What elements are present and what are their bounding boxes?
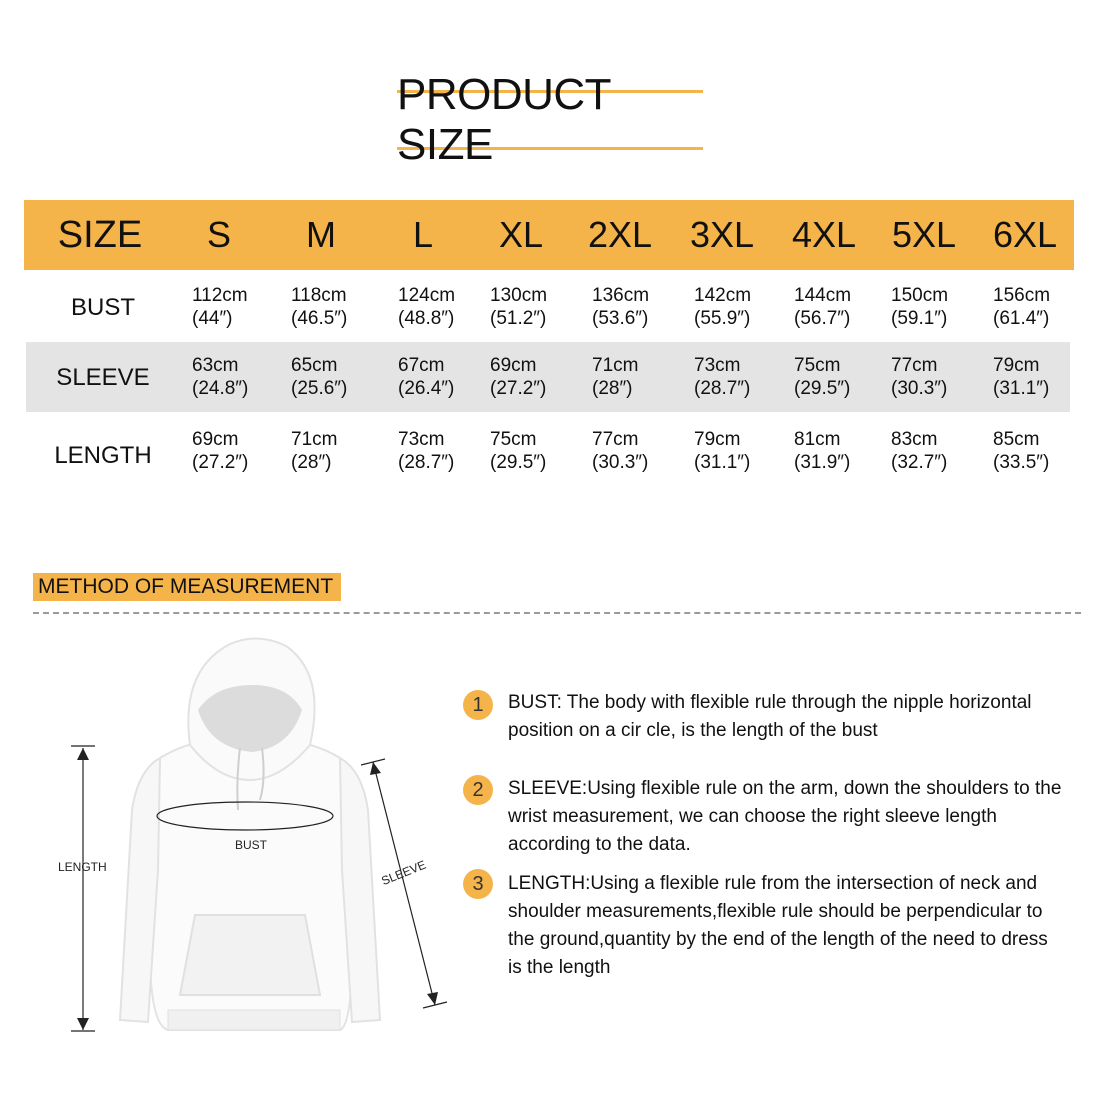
- cell-inch: (28.7″): [694, 378, 751, 399]
- size-column-header: SIZE: [57, 214, 143, 256]
- size-header-xl: XL: [498, 214, 544, 255]
- cell-inch: (24.8″): [192, 378, 249, 399]
- table-cell: [398, 428, 454, 474]
- cell-inch: (48.8″): [398, 308, 455, 329]
- cell-inch: (29.5″): [794, 378, 851, 399]
- table-cell: [291, 428, 337, 474]
- cell-cm: 73cm: [694, 355, 741, 376]
- cell-cm: 156cm: [993, 285, 1051, 306]
- step-1-line: position on a cir cle, is the length of the bust: [508, 720, 878, 741]
- step-3-line: LENGTH:Using a flexible rule from the intersection of neck and: [508, 873, 1038, 894]
- sleeve-arrow-bottom-head: [427, 992, 438, 1005]
- cell-cm: 118cm: [291, 285, 347, 306]
- cell-cm: 77cm: [592, 429, 639, 450]
- table-cell: [490, 354, 546, 400]
- row-label-length: LENGTH: [54, 442, 152, 469]
- cell-inch: (56.7″): [794, 308, 851, 329]
- step-2-badge: 2: [463, 775, 493, 805]
- method-label: METHOD OF MEASUREMENT: [33, 573, 341, 601]
- size-header-m: M: [306, 214, 336, 255]
- table-cell: [993, 354, 1049, 400]
- length-arrow-top-head: [77, 748, 89, 760]
- table-cell: [891, 354, 947, 400]
- cell-inch: (31.1″): [694, 452, 751, 473]
- table-cell: [794, 284, 851, 330]
- cell-inch: (25.6″): [291, 378, 348, 399]
- sleeve-arrow-top-head: [370, 762, 381, 775]
- table-cell: [490, 284, 547, 330]
- table-cell: [694, 354, 750, 400]
- cell-cm: 142cm: [694, 285, 752, 306]
- table-cell: [398, 284, 455, 330]
- cell-cm: 130cm: [490, 285, 548, 306]
- size-header-3xl: 3XL: [689, 214, 755, 255]
- size-table-header: [24, 200, 1074, 270]
- row-label-sleeve: SLEEVE: [56, 364, 150, 391]
- table-cell: [192, 354, 248, 400]
- step-2-line: according to the data.: [508, 834, 691, 855]
- cell-cm: 83cm: [891, 429, 938, 450]
- cell-inch: (59.1″): [891, 308, 948, 329]
- cell-cm: 144cm: [794, 285, 852, 306]
- cell-inch: (31.9″): [794, 452, 851, 473]
- cell-cm: 69cm: [192, 429, 239, 450]
- size-header-s: S: [206, 214, 232, 255]
- step-3-line: is the length: [508, 957, 611, 978]
- sleeve-label: SLEEVE: [379, 857, 428, 889]
- cell-cm: 71cm: [291, 429, 338, 450]
- table-cell: [993, 428, 1049, 474]
- cell-cm: 81cm: [794, 429, 841, 450]
- step-3-line: the ground,quantity by the end of the length of the need to dress: [508, 929, 1048, 950]
- table-cell: [592, 428, 648, 474]
- cell-inch: (32.7″): [891, 452, 948, 473]
- size-header-5xl: 5XL: [891, 214, 957, 255]
- hoodie-pocket: [180, 915, 320, 995]
- cell-cm: 150cm: [891, 285, 949, 306]
- cell-inch: (53.6″): [592, 308, 649, 329]
- size-header-l: L: [412, 214, 434, 255]
- cell-cm: 77cm: [891, 355, 938, 376]
- cell-inch: (28.7″): [398, 452, 455, 473]
- cell-inch: (44″): [192, 308, 233, 329]
- waistband: [168, 1010, 340, 1030]
- cell-inch: (30.3″): [891, 378, 948, 399]
- step-2-line: SLEEVE:Using flexible rule on the arm, down the shoulders to the: [508, 778, 1062, 799]
- table-cell: [192, 428, 248, 474]
- cell-inch: (28″): [592, 378, 633, 399]
- cell-inch: (27.2″): [192, 452, 249, 473]
- cell-cm: 65cm: [291, 355, 338, 376]
- table-cell: [291, 284, 347, 330]
- cell-cm: 85cm: [993, 429, 1040, 450]
- title-frame: [397, 70, 703, 169]
- cell-inch: (61.4″): [993, 308, 1050, 329]
- step-3-line: shoulder measurements,flexible rule should be perpendicular to: [508, 901, 1043, 922]
- page-title: PRODUCT SIZE: [397, 70, 611, 169]
- cell-inch: (46.5″): [291, 308, 348, 329]
- table-cell: [291, 354, 347, 400]
- cell-cm: 75cm: [490, 429, 537, 450]
- cell-inch: (31.1″): [993, 378, 1050, 399]
- table-cell: [694, 284, 751, 330]
- table-cell: [592, 354, 638, 400]
- cell-inch: (33.5″): [993, 452, 1050, 473]
- table-cell: [794, 428, 850, 474]
- cell-cm: 71cm: [592, 355, 639, 376]
- step-2-line: wrist measurement, we can choose the right sleeve length: [508, 806, 997, 827]
- cell-cm: 73cm: [398, 429, 445, 450]
- step-3-text: [508, 870, 1078, 982]
- cell-cm: 124cm: [398, 285, 456, 306]
- row-label-bust: BUST: [70, 294, 136, 321]
- length-arrow-bottom-head: [77, 1018, 89, 1030]
- step-1-text: [508, 689, 1078, 745]
- cell-cm: 63cm: [192, 355, 239, 376]
- bust-label: BUST: [235, 838, 268, 852]
- cell-cm: 67cm: [398, 355, 445, 376]
- step-2-text: [508, 775, 1078, 859]
- cell-cm: 112cm: [192, 285, 248, 306]
- size-header-2xl: 2XL: [587, 214, 653, 255]
- cell-inch: (30.3″): [592, 452, 649, 473]
- cell-inch: (55.9″): [694, 308, 751, 329]
- cell-cm: 75cm: [794, 355, 841, 376]
- table-cell: [891, 428, 947, 474]
- table-cell: [694, 428, 750, 474]
- dashed-divider: [33, 612, 1081, 614]
- table-cell: [490, 428, 546, 474]
- table-cell: [794, 354, 850, 400]
- step-1-badge: 1: [463, 690, 493, 720]
- table-cell: [592, 284, 649, 330]
- cell-inch: (27.2″): [490, 378, 547, 399]
- hoodie-diagram: [40, 630, 460, 1050]
- cell-cm: 79cm: [993, 355, 1040, 376]
- size-header-4xl: 4XL: [791, 214, 857, 255]
- table-cell: [398, 354, 454, 400]
- table-cell: [891, 284, 948, 330]
- cell-inch: (26.4″): [398, 378, 455, 399]
- length-label: LENGTH: [58, 860, 107, 874]
- table-cell: [993, 284, 1050, 330]
- cell-cm: 69cm: [490, 355, 537, 376]
- step-3-badge: 3: [463, 869, 493, 899]
- size-header-6xl: 6XL: [992, 214, 1058, 255]
- cell-inch: (28″): [291, 452, 332, 473]
- cell-cm: 136cm: [592, 285, 650, 306]
- cell-inch: (29.5″): [490, 452, 547, 473]
- cell-cm: 79cm: [694, 429, 741, 450]
- step-1-line: BUST: The body with flexible rule through the nipple horizontal: [508, 692, 1032, 713]
- cell-inch: (51.2″): [490, 308, 547, 329]
- table-cell: [192, 284, 248, 330]
